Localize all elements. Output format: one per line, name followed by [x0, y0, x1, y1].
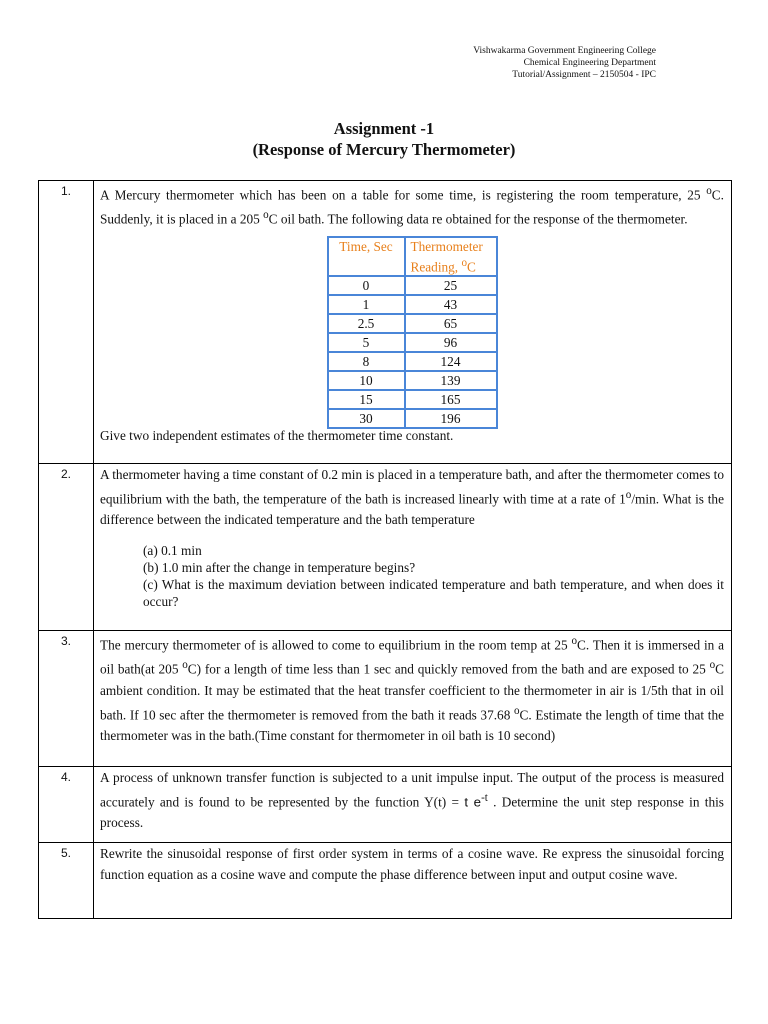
data-table-row — [328, 409, 497, 428]
response-data-table — [327, 236, 498, 429]
question-body — [94, 631, 732, 767]
title-line-2: (Response of Mercury Thermometer) — [252, 140, 516, 159]
question-body — [94, 843, 732, 919]
document-header — [473, 45, 656, 81]
question-text: Rewrite the sinusoidal response of first order system in terms of a cosine wave. Re express the sinusoidal forcing function equation as a cosine wave and compute the phase difference between input and output cosine wave. — [100, 846, 724, 882]
question-row-5 — [39, 843, 732, 919]
question-text: The mercury thermometer of is allowed to come to equilibrium in the room temp at 25 $^o$C. Then it is immersed in a oil bath(at 205 $^o$C) for a length of time less than 1 sec and quickly removed from the bath and are exposed to 25 $^o$C ambient condition. It may be estimated that the heat transfer coefficient to the thermometer in air is 1/5th that in oil bath. If 10 sec after the thermometer is removed from the bath it reads 37.68 $^o$C. Estimate the length of time that the thermometer was in the bath.(Time constant for thermometer in oil bath is 10 second) — [100, 635, 725, 744]
reading-value: 165 — [405, 390, 497, 409]
question-row-2 — [39, 464, 732, 631]
question-number: 3. — [39, 631, 94, 767]
time-value: 15 — [328, 390, 405, 409]
data-table-row — [328, 371, 497, 390]
data-table-row — [328, 295, 497, 314]
question-tail: Give two independent estimates of the thermometer time constant. — [100, 428, 454, 444]
reading-value: 139 — [405, 371, 497, 390]
data-table-row — [328, 352, 497, 371]
reading-value: 196 — [405, 409, 497, 428]
question-text: A Mercury thermometer which has been on a table for some time, is registering the room temperature, 25 $^o$C. Suddenly, it is placed in a 205 $^o$C oil bath. The following data re obtained for the response of the thermometer. — [100, 185, 724, 227]
question-body — [94, 767, 732, 843]
data-table-row — [328, 276, 497, 295]
time-value: 8 — [328, 352, 405, 371]
time-value: 5 — [328, 333, 405, 352]
reading-value: 25 — [405, 276, 497, 295]
question-number: 2. — [39, 464, 94, 631]
time-value: 0 — [328, 276, 405, 295]
reading-column-header: Thermometer Reading, $^o$C — [405, 237, 497, 276]
college-name: Vishwakarma Government Engineering College — [473, 46, 656, 56]
question-text: A process of unknown transfer function is subjected to a unit impulse input. The output of the process is measured accurately and is found to be represented by the function Y(t) = t $e^{-t}$ . Determine the unit step response in this process. — [100, 770, 724, 831]
reading-value: 124 — [405, 352, 497, 371]
title-line-1: Assignment -1 — [333, 119, 435, 138]
question-row-1 — [39, 181, 732, 464]
sub-question-b: (b) 1.0 min after the change in temperature begins? — [143, 560, 416, 576]
question-body — [94, 181, 732, 464]
function-expression: t e — [464, 794, 482, 810]
question-text: A thermometer having a time constant of 0.2 min is placed in a temperature bath, and after the thermometer comes to equilibrium with the bath, the temperature of the bath is increased linearly with time at a rate of 1$^o$/min. What is the difference between the indicated temperature and the bath temperature — [100, 467, 724, 528]
course-code: Tutorial/Assignment – 2150504 - IPC — [512, 70, 656, 80]
data-table-header — [328, 237, 497, 276]
reading-value: 96 — [405, 333, 497, 352]
department-name: Chemical Engineering Department — [523, 58, 656, 68]
time-value: 10 — [328, 371, 405, 390]
question-body — [94, 464, 732, 631]
page-title — [0, 118, 768, 160]
reading-value: 65 — [405, 314, 497, 333]
sub-question-c: (c) What is the maximum deviation between indicated temperature and bath temperature, and when does it occur? — [143, 577, 724, 610]
question-row-3 — [39, 631, 732, 767]
time-value: 30 — [328, 409, 405, 428]
reading-value: 43 — [405, 295, 497, 314]
question-number: 5. — [39, 843, 94, 919]
sub-question-a: (a) 0.1 min — [143, 543, 202, 559]
time-column-header: Time, Sec — [328, 237, 405, 276]
sub-question-list — [100, 542, 724, 610]
question-number: 4. — [39, 767, 94, 843]
data-table-row — [328, 314, 497, 333]
data-table-row — [328, 390, 497, 409]
time-value: 2.5 — [328, 314, 405, 333]
data-table-row — [328, 333, 497, 352]
time-value: 1 — [328, 295, 405, 314]
question-row-4 — [39, 767, 732, 843]
questions-table — [38, 180, 732, 919]
question-number: 1. — [39, 181, 94, 464]
